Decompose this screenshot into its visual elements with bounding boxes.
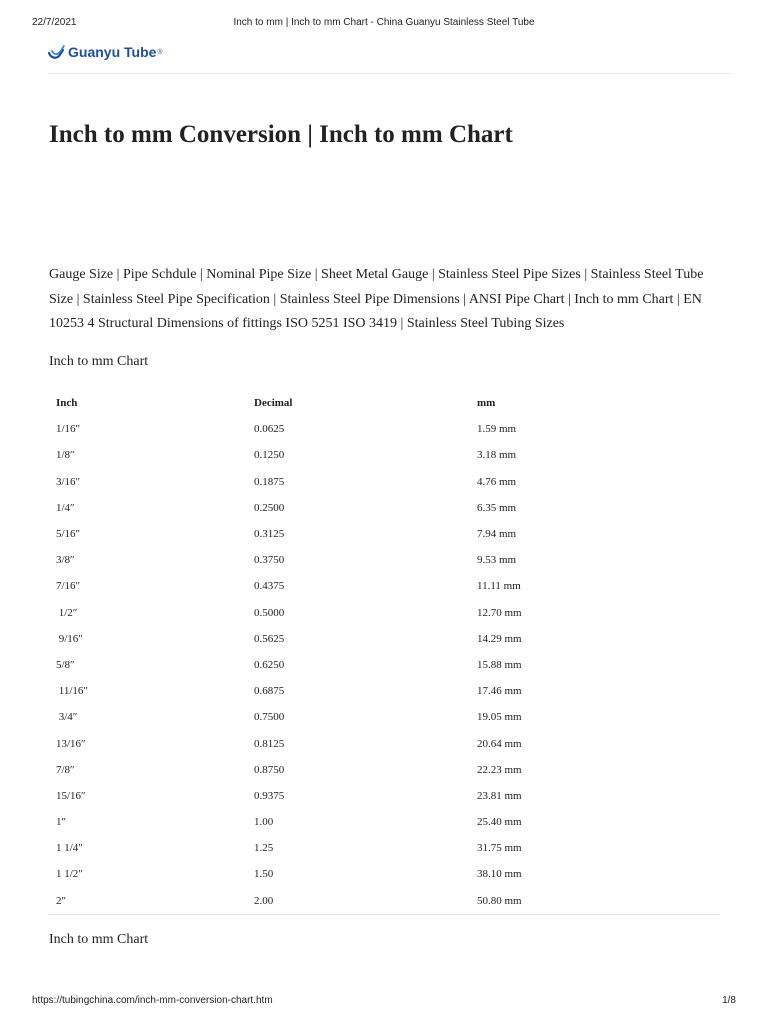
print-document-title: Inch to mm | Inch to mm Chart - China Guanyu Stainless Steel Tube <box>233 17 535 28</box>
page-number: 1/8 <box>722 995 736 1006</box>
mm-cell: 22.23 mm <box>477 763 522 776</box>
mm-cell: 11.11 mm <box>477 580 521 593</box>
mm-cell: 23.81 mm <box>477 789 522 802</box>
column-header-inch: Inch <box>56 397 78 410</box>
table-row <box>49 521 720 547</box>
table-row <box>49 547 720 573</box>
table-row <box>49 783 720 809</box>
decimal-cell: 0.1875 <box>254 475 285 488</box>
inch-cell: 13/16″ <box>56 737 86 750</box>
inch-cell: 5/8″ <box>56 658 75 671</box>
column-header-mm: mm <box>477 397 496 410</box>
page-title: Inch to mm Conversion | Inch to mm Chart <box>49 121 513 148</box>
decimal-cell: 0.1250 <box>254 449 285 462</box>
decimal-cell: 2.00 <box>247 888 470 915</box>
table-row <box>49 861 720 887</box>
mm-cell: 25.40 mm <box>477 816 522 829</box>
table-header-row <box>49 390 720 416</box>
site-logo[interactable] <box>48 44 163 60</box>
table-row <box>49 809 720 835</box>
mm-cell: 50.80 mm <box>470 888 720 915</box>
mm-cell: 14.29 mm <box>477 632 522 645</box>
decimal-cell: 0.8750 <box>254 763 285 776</box>
logo-text: Guanyu Tube <box>68 44 157 60</box>
logo-icon <box>48 44 66 60</box>
mm-cell: 1.59 mm <box>477 423 517 436</box>
decimal-cell: 0.3750 <box>254 554 285 567</box>
decimal-cell: 0.3125 <box>254 528 285 541</box>
chart-caption-top: Inch to mm Chart <box>49 354 149 369</box>
mm-cell: 9.53 mm <box>477 554 517 567</box>
logo-registered-mark: ® <box>157 48 163 56</box>
mm-cell: 6.35 mm <box>477 501 517 514</box>
inch-cell: 1/8″ <box>56 449 75 462</box>
table-row <box>49 730 720 756</box>
column-header-decimal: Decimal <box>254 397 293 410</box>
inch-cell: 7/16″ <box>56 580 81 593</box>
inch-cell: 1 1/2″ <box>56 868 83 881</box>
inch-cell: 1/4″ <box>56 501 75 514</box>
page-url: https://tubingchina.com/inch-mm-conversion-chart.htm <box>32 995 273 1006</box>
table-row <box>49 416 720 442</box>
mm-cell: 12.70 mm <box>477 606 522 619</box>
table-row <box>49 469 720 495</box>
table-row <box>49 757 720 783</box>
table-row <box>49 835 720 861</box>
decimal-cell: 0.6250 <box>254 658 285 671</box>
mm-cell: 38.10 mm <box>477 868 522 881</box>
inch-cell: 3/16″ <box>56 475 81 488</box>
table-row <box>49 704 720 730</box>
table-row <box>49 678 720 704</box>
inch-cell: 1/2″ <box>56 606 78 619</box>
decimal-cell: 0.9375 <box>254 789 285 802</box>
mm-cell: 19.05 mm <box>477 711 522 724</box>
table-row <box>49 495 720 521</box>
inch-cell: 2″ <box>49 888 247 915</box>
decimal-cell: 0.7500 <box>254 711 285 724</box>
related-links[interactable]: Gauge Size | Pipe Schdule | Nominal Pipe Size | Sheet Metal Gauge | Stainless Steel Pipe Sizes | Stainless Steel Tube Size | Stainless Steel Pipe Specification | Stainless Steel Pipe Dimensions | ANSI Pipe Chart | Inch to mm Chart | EN 10253 4 Structural Dimensions of fittings ISO 5251 ISO 3419 | Stainless Steel Tubing Sizes <box>49 267 704 331</box>
inch-cell: 11/16″ <box>56 685 88 698</box>
mm-cell: 31.75 mm <box>477 842 522 855</box>
inch-cell: 15/16″ <box>56 789 86 802</box>
table-row <box>49 600 720 626</box>
decimal-cell: 0.0625 <box>254 423 285 436</box>
print-header <box>0 17 768 31</box>
mm-cell: 15.88 mm <box>477 658 522 671</box>
table-row <box>49 573 720 599</box>
inch-cell: 1/16″ <box>56 423 81 436</box>
inch-cell: 1″ <box>56 816 67 829</box>
decimal-cell: 0.5000 <box>254 606 285 619</box>
inch-cell: 9/16″ <box>56 632 83 645</box>
decimal-cell: 0.8125 <box>254 737 285 750</box>
print-date: 22/7/2021 <box>32 17 77 28</box>
chart-caption-bottom: Inch to mm Chart <box>49 932 149 947</box>
inch-cell: 3/4″ <box>56 711 78 724</box>
inch-cell: 1 1/4″ <box>56 842 83 855</box>
mm-cell: 4.76 mm <box>477 475 517 488</box>
mm-cell: 17.46 mm <box>477 685 522 698</box>
decimal-cell: 0.5625 <box>254 632 285 645</box>
decimal-cell: 0.6875 <box>254 685 285 698</box>
table-row <box>49 442 720 468</box>
table-row <box>49 888 720 915</box>
inch-cell: 5/16″ <box>56 528 81 541</box>
mm-cell: 20.64 mm <box>477 737 522 750</box>
inch-cell: 7/8″ <box>56 763 75 776</box>
decimal-cell: 1.00 <box>254 816 274 829</box>
mm-cell: 7.94 mm <box>477 528 517 541</box>
decimal-cell: 1.25 <box>254 842 274 855</box>
site-header <box>48 40 731 74</box>
decimal-cell: 1.50 <box>254 868 274 881</box>
table-row <box>49 652 720 678</box>
table-row <box>49 626 720 652</box>
inch-mm-table <box>49 390 720 915</box>
inch-cell: 3/8″ <box>56 554 75 567</box>
decimal-cell: 0.2500 <box>254 501 285 514</box>
mm-cell: 3.18 mm <box>477 449 517 462</box>
decimal-cell: 0.4375 <box>254 580 285 593</box>
